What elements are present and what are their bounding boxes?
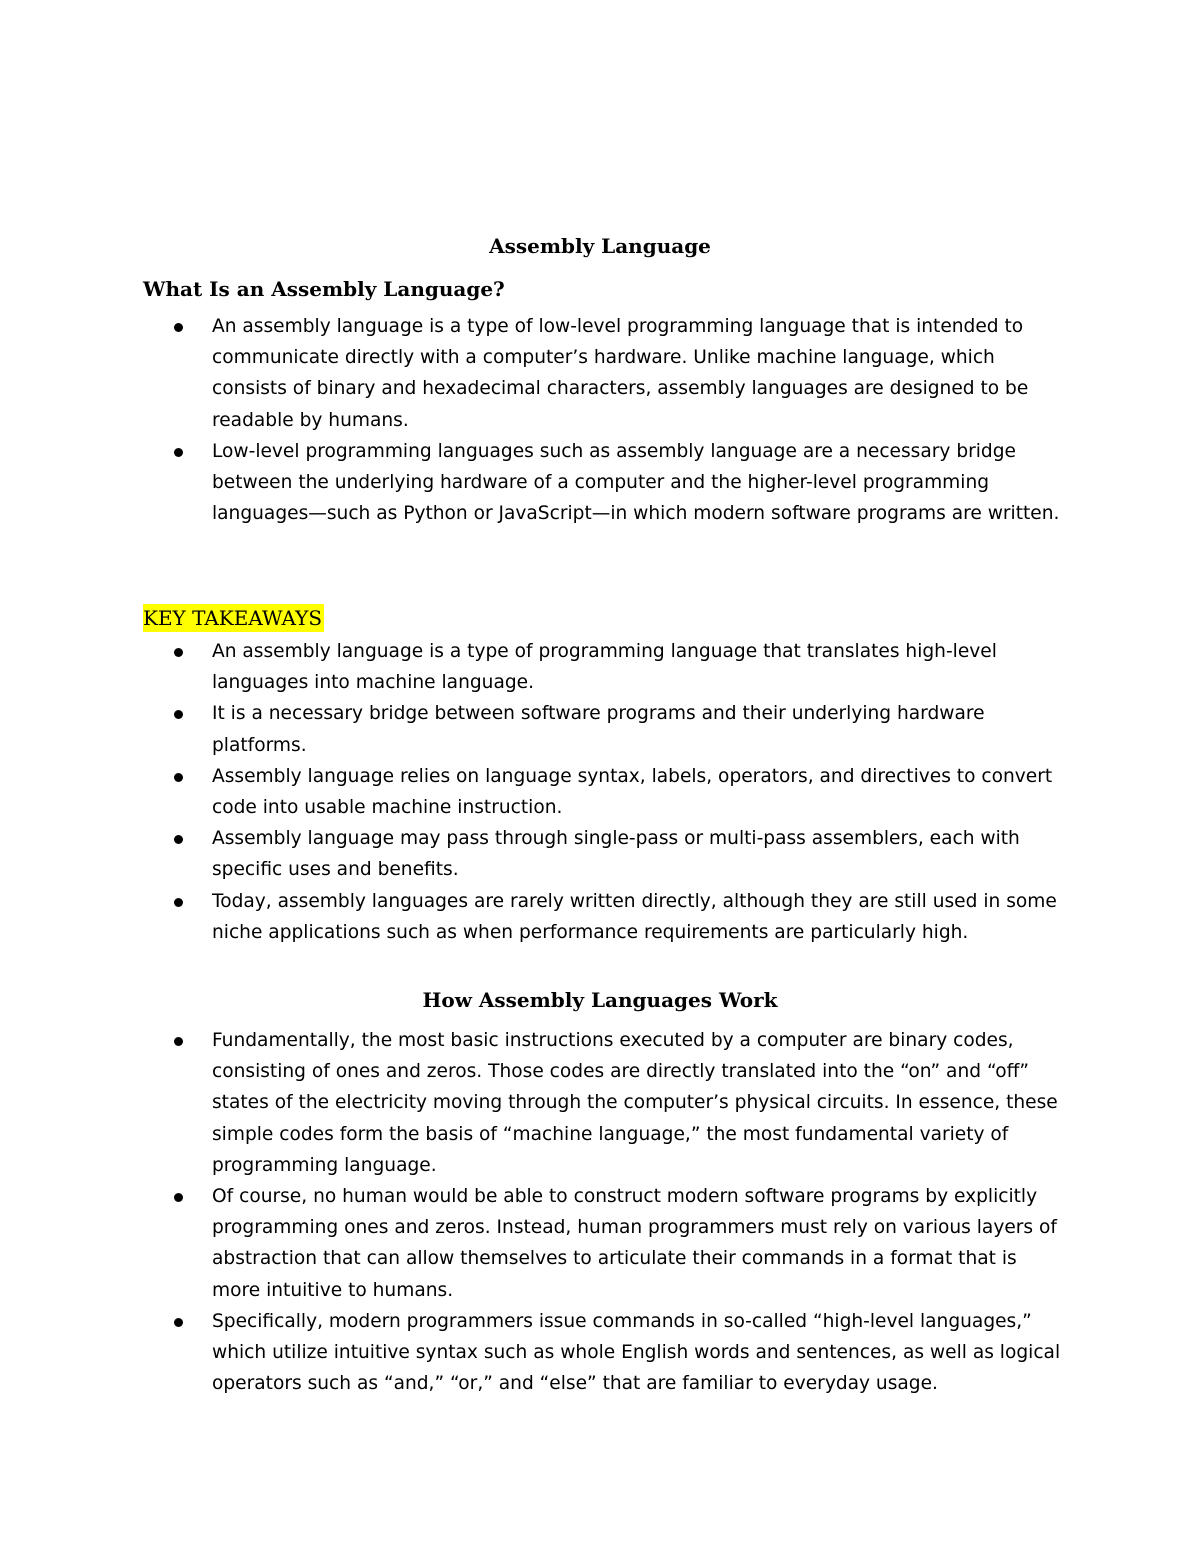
bullet-icon	[174, 323, 183, 332]
list-item	[163, 761, 1063, 823]
list-item	[163, 436, 1063, 530]
bullet-icon	[174, 835, 183, 844]
list-item-text: An assembly language is a type of low-level programming language that is intended to communicate directly with a computer’s hardware. Unlike machine language, which consists of binary and hexadecimal characters, assembly languages are designed to be readable by humans.	[212, 316, 1029, 431]
list-item	[163, 311, 1063, 436]
bullet-icon	[174, 898, 183, 907]
bullet-icon	[174, 1318, 183, 1327]
list-item-text: Today, assembly languages are rarely written directly, although they are still used in some niche applications such as when performance requirements are particularly high.	[212, 890, 1057, 943]
bullet-icon	[174, 1037, 183, 1046]
list-item	[163, 823, 1063, 885]
section-heading-how-it-works: How Assembly Languages Work	[422, 988, 778, 1012]
bullet-list-how-it-works	[163, 1025, 1063, 1399]
list-item-text: Specifically, modern programmers issue commands in so-called “high-level languages,” which utilize intuitive syntax such as whole English words and sentences, as well as logical operators such as “and,” “or,” and “else” that are familiar to everyday usage.	[212, 1310, 1061, 1395]
list-item-text: Assembly language relies on language syntax, labels, operators, and directives to convert code into usable machine instruction.	[212, 765, 1053, 819]
section-heading-key-takeaways: KEY TAKEAWAYS	[143, 606, 323, 630]
list-item	[163, 1306, 1063, 1400]
bullet-icon	[174, 448, 183, 457]
list-item-text: Fundamentally, the most basic instructions executed by a computer are binary codes, consisting of ones and zeros. Those codes are directly translated into the “on” and “off” states of the electricity moving through the computer’s physical circuits. In essence, these simple codes form the basis of “machine language,” the most fundamental variety of programming language.	[212, 1030, 1058, 1176]
document-title: Assembly Language	[489, 234, 711, 258]
list-item-text: An assembly language is a type of programming language that translates high-level languages into machine language.	[212, 641, 997, 694]
bullet-list-key-takeaways	[163, 636, 1063, 948]
list-item-text: Of course, no human would be able to construct modern software programs by explicitly programming ones and zeros. Instead, human programmers must rely on various layers of abstraction that can allow themselves to articulate their commands in a format that is more intuitive to humans.	[212, 1186, 1057, 1301]
section-heading-what-is: What Is an Assembly Language?	[143, 277, 505, 301]
list-item	[163, 636, 1063, 698]
bullet-list-what-is	[163, 311, 1063, 529]
list-item-text: Low-level programming languages such as assembly language are a necessary bridge between the underlying hardware of a computer and the higher-level programming languages—such as Python or JavaScript—in which modern software programs are written.	[212, 440, 1060, 525]
bullet-icon	[174, 773, 183, 782]
bullet-icon	[174, 648, 183, 657]
bullet-icon	[174, 710, 183, 719]
list-item	[163, 886, 1063, 948]
list-item-text: It is a necessary bridge between software programs and their underlying hardware platforms.	[212, 703, 985, 756]
list-item-text: Assembly language may pass through single-pass or multi-pass assemblers, each with specific uses and benefits.	[212, 828, 1020, 881]
list-item	[163, 1025, 1063, 1181]
bullet-icon	[174, 1193, 183, 1202]
list-item	[163, 1181, 1063, 1306]
list-item	[163, 698, 1063, 760]
